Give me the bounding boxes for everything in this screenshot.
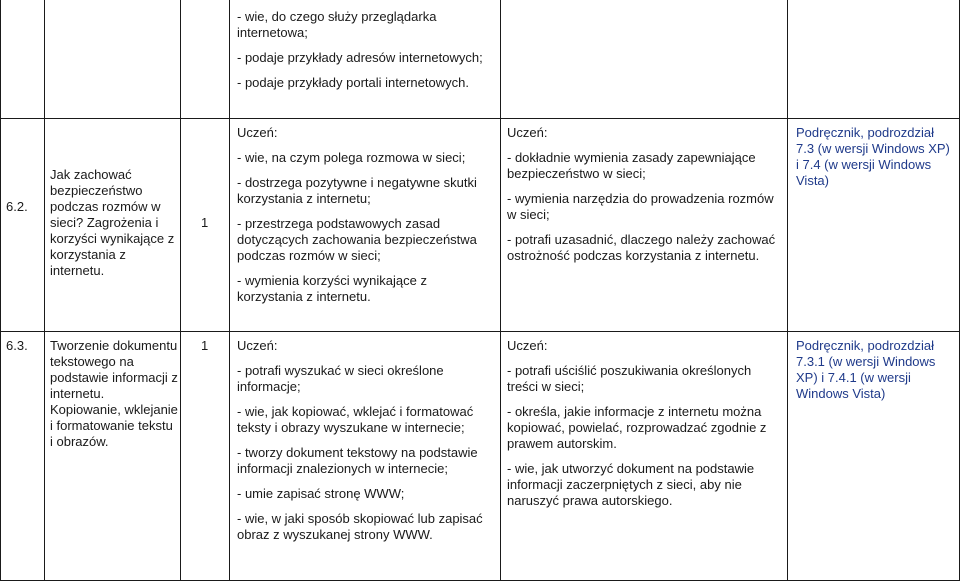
requirement-item: - wymienia narzędzia do prowadzenia rozmów w sieci; bbox=[507, 191, 774, 222]
row-hours: 1 bbox=[201, 338, 209, 353]
requirement-item: - wie, jak kopiować, wklejać i formatować teksty i obrazy wyszukane w internecie; bbox=[237, 404, 474, 435]
requirement-item: - umie zapisać stronę WWW; bbox=[237, 486, 405, 501]
requirement-item: - dostrzega pozytywne i negatywne skutki korzystania z internetu; bbox=[237, 175, 477, 206]
requirement-item: - dokładnie wymienia zasady zapewniające bezpieczeństwo w sieci; bbox=[507, 150, 756, 181]
requirement-item: - wie, jak utworzyć dokument na podstawie informacji zaczerpniętych z sieci, aby nie naruszyć prawa autorskiego. bbox=[507, 461, 755, 508]
requirement-item: - przestrzega podstawowych zasad dotyczących zachowania bezpieczeństwa podczas rozmów w sieci; bbox=[237, 216, 477, 263]
requirements-heading: Uczeń: bbox=[237, 125, 278, 140]
requirement-item: - wymienia korzyści wynikające z korzystania z internetu. bbox=[237, 273, 427, 304]
continued-row-basic-cell bbox=[237, 9, 495, 100]
row-number: 6.3. bbox=[6, 338, 28, 353]
requirement-item: - tworzy dokument tekstowy na podstawie informacji znalezionych w internecie; bbox=[237, 445, 478, 476]
requirement-item: - podaje przykłady adresów internetowych; bbox=[237, 50, 483, 65]
row-number: 6.2. bbox=[6, 199, 28, 214]
row-topic: Tworzenie dokumentu tekstowego na podstawie informacji z internetu. Kopiowanie, wklejanie i formatowanie tekstu i obrazów. bbox=[50, 338, 178, 449]
requirement-item: - podaje przykłady portali internetowych. bbox=[237, 75, 469, 90]
basic-requirements-cell bbox=[237, 338, 495, 552]
column-divider-1 bbox=[44, 0, 45, 581]
row-divider-1 bbox=[0, 118, 960, 119]
textbook-reference: Podręcznik, podrozdział 7.3.1 (w wersji Windows XP) i 7.4.1 (w wersji Windows Vista) bbox=[796, 338, 936, 401]
row-hours: 1 bbox=[201, 215, 209, 230]
column-divider-2 bbox=[180, 0, 181, 581]
requirement-item: - określa, jakie informacje z internetu można kopiować, powielać, rozprowadzać zgodnie z prawem autorskim. bbox=[507, 404, 767, 451]
column-divider-4 bbox=[500, 0, 501, 581]
requirement-item: - wie, na czym polega rozmowa w sieci; bbox=[237, 150, 466, 165]
row-divider-2 bbox=[0, 331, 960, 332]
column-divider-3 bbox=[229, 0, 230, 581]
requirement-item: - wie, w jaki sposób skopiować lub zapisać obraz z wyszukanej strony WWW. bbox=[237, 511, 483, 542]
requirements-heading: Uczeń: bbox=[237, 338, 278, 353]
extended-requirements-cell bbox=[507, 338, 781, 518]
row-topic: Jak zachować bezpieczeństwo podczas rozmów w sieci? Zagrożenia i korzyści wynikające z korzystania z internetu. bbox=[50, 167, 175, 278]
requirements-heading: Uczeń: bbox=[507, 338, 548, 353]
table-border-left bbox=[0, 0, 1, 581]
requirement-item: - potrafi uzasadnić, dlaczego należy zachować ostrożność podczas korzystania z internetu. bbox=[507, 232, 776, 263]
requirement-item: - potrafi uściślić poszukiwania określonych treści w sieci; bbox=[507, 363, 752, 394]
textbook-reference: Podręcznik, podrozdział 7.3 (w wersji Windows XP) i 7.4 (w wersji Windows Vista) bbox=[796, 125, 950, 188]
extended-requirements-cell bbox=[507, 125, 781, 273]
requirement-item: - potrafi wyszukać w sieci określone informacje; bbox=[237, 363, 444, 394]
requirements-heading: Uczeń: bbox=[507, 125, 548, 140]
requirement-item: - wie, do czego służy przeglądarka internetowa; bbox=[237, 9, 437, 40]
column-divider-5 bbox=[787, 0, 788, 581]
basic-requirements-cell bbox=[237, 125, 495, 314]
